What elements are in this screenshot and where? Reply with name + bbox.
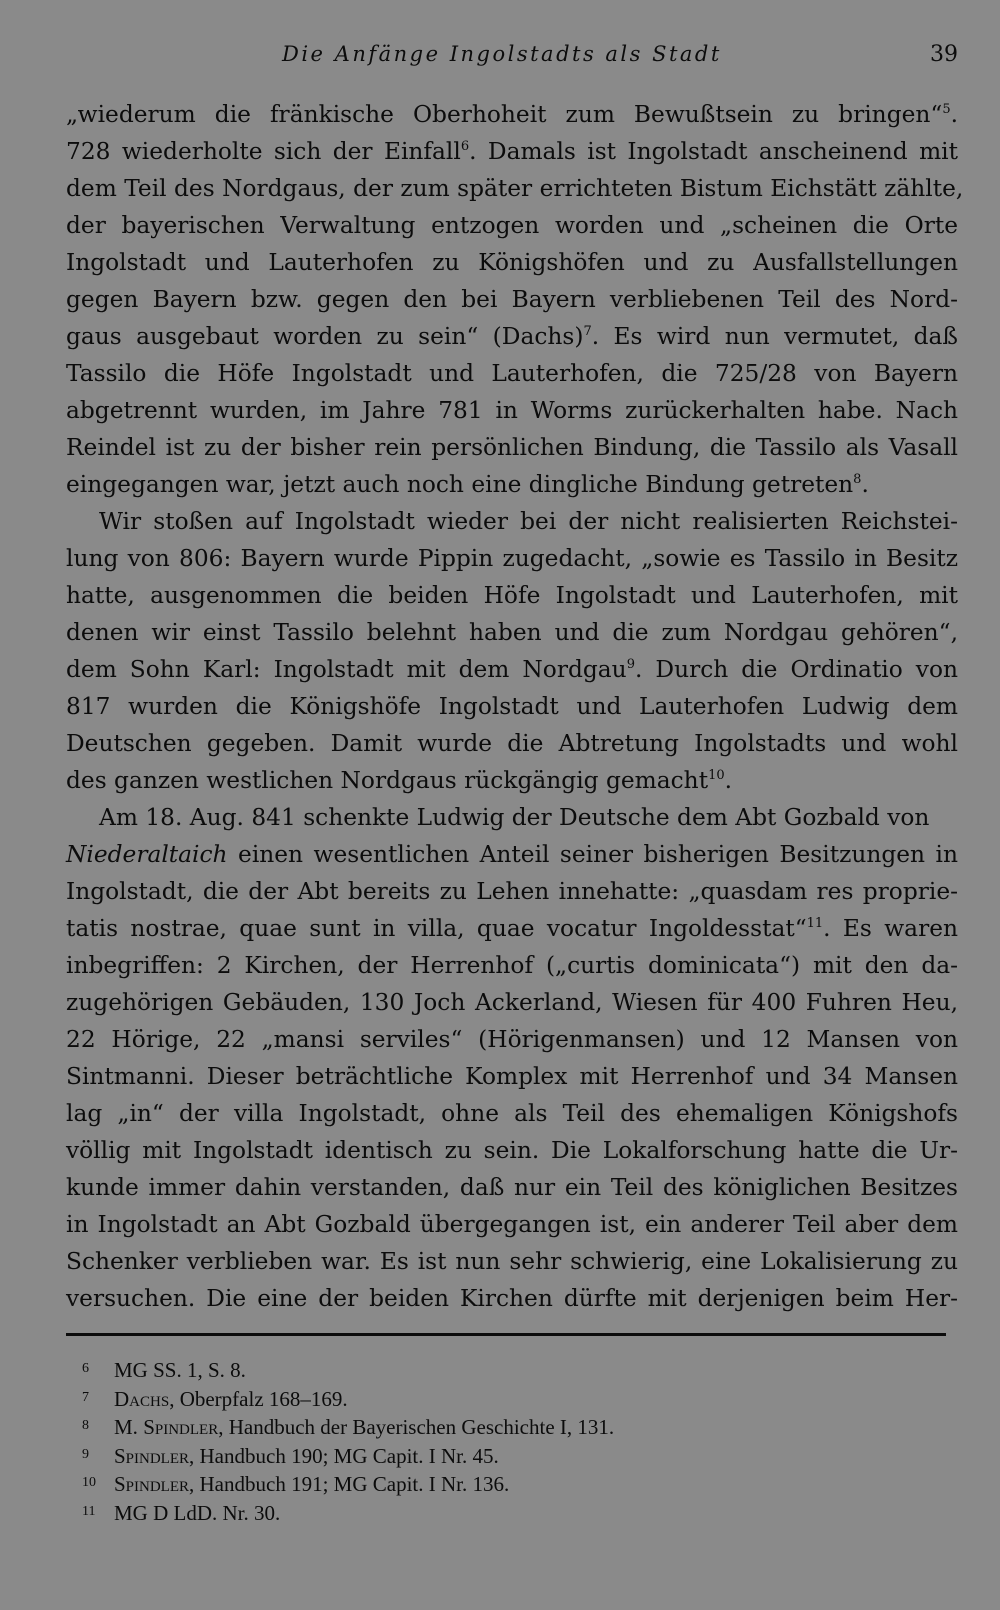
line-text: dem Sohn Karl: Ingolstadt mit dem Nordgau <box>66 656 627 683</box>
footnote-number: 9 <box>82 1446 89 1462</box>
text-line <box>66 207 958 244</box>
text-line <box>66 1058 958 1095</box>
line-text: hatte, ausgenommen die beiden Höfe Ingolstadt und Lauterhofen, mit <box>66 582 958 609</box>
footnote-number: 7 <box>82 1389 89 1405</box>
line-text: inbegriffen: 2 Kirchen, der Herrenhof („curtis dominicata“) mit den da- <box>66 952 958 979</box>
footnote <box>82 1498 614 1527</box>
text-line <box>66 725 958 762</box>
text-line <box>66 170 964 207</box>
line-text: lung von 806: Bayern wurde Pippin zugedacht, „sowie es Tassilo in Besitz <box>66 545 958 572</box>
footnote-marker[interactable]: 6 <box>460 139 470 154</box>
text-line <box>66 873 958 910</box>
text-line <box>66 96 958 133</box>
line-text: Reindel ist zu der bisher rein persönlichen Bindung, die Tassilo als Vasall <box>66 434 958 461</box>
line-text: Sintmanni. Dieser beträchtliche Komplex mit Herrenhof und 34 Mansen <box>66 1063 958 1090</box>
line-text: denen wir einst Tassilo belehnt haben und die zum Nordgau gehören“, <box>66 619 958 646</box>
text-line <box>66 688 958 725</box>
footnote-marker[interactable]: 7 <box>583 324 592 339</box>
footnote-number: 10 <box>82 1475 96 1490</box>
footnote-marker[interactable]: 10 <box>708 768 725 783</box>
line-text-after-marker: . Durch die Ordinatio von <box>634 656 958 683</box>
line-text: lag „in“ der villa Ingolstadt, ohne als Teil des ehemaligen Königshofs <box>66 1100 958 1127</box>
footnote-text: MG SS. 1, S. 8. <box>114 1358 246 1382</box>
text-line <box>66 1021 958 1058</box>
text-line <box>66 614 958 651</box>
text-line <box>66 466 958 503</box>
footnote-number: 6 <box>82 1361 89 1376</box>
text-line <box>66 540 958 577</box>
line-text: einen wesentlichen Anteil seiner bisherigen Besitzungen in <box>227 841 958 868</box>
text-line <box>66 1243 958 1280</box>
line-text: eingegangen war, jetzt auch noch eine dingliche Bindung getreten <box>66 471 854 498</box>
text-line <box>66 1280 958 1317</box>
footnote-author: Spindler <box>114 1472 190 1496</box>
line-text-after-marker: . Damals ist Ingolstadt anscheinend mit <box>469 138 958 165</box>
text-line <box>66 947 958 984</box>
footnote-rule <box>66 1333 946 1336</box>
text-line <box>66 244 958 281</box>
footnote-marker[interactable]: 5 <box>942 102 951 117</box>
page-number: 39 <box>930 42 958 67</box>
text-line <box>66 318 958 355</box>
footnote-marker[interactable]: 8 <box>853 472 862 487</box>
line-text: Tassilo die Höfe Ingolstadt und Lauterhofen, die 725/28 von Bayern <box>66 360 958 387</box>
body-text <box>66 96 964 1317</box>
text-line <box>66 133 958 170</box>
line-text-after-marker: . <box>950 101 958 128</box>
footnote-marker[interactable]: 9 <box>626 657 635 672</box>
running-title: Die Anfänge Ingolstadts als Stadt <box>282 42 722 66</box>
footnote <box>82 1384 614 1413</box>
line-text: gegen Bayern bzw. gegen den bei Bayern verbliebenen Teil des Nord- <box>66 286 958 313</box>
italic-place-name: Niederaltaich <box>66 841 228 868</box>
footnote <box>82 1441 614 1470</box>
line-text: dem Teil des Nordgaus, der zum später errichteten Bistum Eichstätt zählte, <box>66 175 964 202</box>
line-text: 728 wiederholte sich der Einfall <box>66 138 461 165</box>
text-line <box>66 1095 958 1132</box>
line-text: Schenker verblieben war. Es ist nun sehr schwierig, eine Lokalisierung zu <box>66 1248 958 1275</box>
footnote-number: 8 <box>82 1418 89 1433</box>
text-line <box>66 281 958 318</box>
text-line <box>66 355 958 392</box>
line-text: Ingolstadt und Lauterhofen zu Königshöfen und zu Ausfallstellungen <box>66 249 958 276</box>
footnote-prefix: M. <box>114 1415 144 1439</box>
text-line <box>66 762 958 799</box>
line-text: völlig mit Ingolstadt identisch zu sein. Die Lokalforschung hatte die Ur- <box>66 1137 958 1164</box>
text-line <box>66 1206 958 1243</box>
footnote-text: , Oberpfalz 168–169. <box>169 1386 348 1411</box>
line-text: abgetrennt wurden, im Jahre 781 in Worms zurückerhalten habe. Nach <box>66 397 958 424</box>
footnote-number: 11 <box>82 1503 96 1519</box>
footnote-author: Spindler <box>114 1443 190 1468</box>
footnote-marker[interactable]: 11 <box>806 916 824 931</box>
line-text: 22 Hörige, 22 „mansi serviles“ (Hörigenmansen) und 12 Mansen von <box>66 1026 958 1053</box>
line-text-after-marker: . <box>724 767 733 794</box>
line-text: Ingolstadt, die der Abt bereits zu Lehen innehatte: „quasdam res proprie- <box>66 878 958 905</box>
line-text: „wiederum die fränkische Oberhoheit zum Bewußtsein zu bringen“ <box>66 101 943 128</box>
text-line <box>66 910 958 947</box>
footnote-author: Spindler <box>143 1415 219 1439</box>
footnote-author: Dachs <box>114 1386 170 1411</box>
line-text: tatis nostrae, quae sunt in villa, quae vocatur Ingoldesstat“ <box>66 915 807 942</box>
line-text: der bayerischen Verwaltung entzogen worden und „scheinen die Orte <box>66 212 958 239</box>
line-text: des ganzen westlichen Nordgaus rückgängig gemacht <box>66 767 709 794</box>
footnote-text: , Handbuch 190; MG Capit. I Nr. 45. <box>189 1443 499 1468</box>
line-text: kunde immer dahin verstanden, daß nur ein Teil des königlichen Besitzes <box>66 1174 958 1201</box>
text-line <box>66 651 958 688</box>
footnote <box>82 1469 614 1498</box>
line-text: 817 wurden die Königshöfe Ingolstadt und Lauterhofen Ludwig dem <box>66 693 958 720</box>
page-header <box>0 36 1000 76</box>
line-text: versuchen. Die eine der beiden Kirchen dürfte mit derjenigen beim Her- <box>66 1285 958 1312</box>
line-text: zugehörigen Gebäuden, 130 Joch Ackerland, Wiesen für 400 Fuhren Heu, <box>66 989 958 1016</box>
text-line <box>66 1132 958 1169</box>
text-line <box>66 429 958 466</box>
footnote-text: , Handbuch 191; MG Capit. I Nr. 136. <box>189 1472 510 1496</box>
footnotes <box>82 1355 614 1526</box>
line-text-after-marker: . Es waren <box>823 915 959 942</box>
text-line <box>66 836 958 873</box>
line-text-after-marker: . <box>861 471 869 498</box>
line-text: in Ingolstadt an Abt Gozbald übergegangen ist, ein anderer Teil aber dem <box>66 1211 958 1238</box>
text-line <box>66 1169 958 1206</box>
line-text-after-marker: . Es wird nun vermutet, daß <box>591 323 958 350</box>
text-line <box>66 577 958 614</box>
footnote-text: MG D LdD. Nr. 30. <box>114 1500 281 1525</box>
line-text: Deutschen gegeben. Damit wurde die Abtretung Ingolstadts und wohl <box>66 730 958 757</box>
line-text: Am 18. Aug. 841 schenkte Ludwig der Deutsche dem Abt Gozbald von <box>99 804 930 831</box>
text-line <box>66 392 958 429</box>
footnote <box>82 1412 614 1441</box>
text-line <box>66 503 958 540</box>
footnote <box>82 1355 614 1384</box>
line-text: gaus ausgebaut worden zu sein“ (Dachs) <box>66 323 584 350</box>
text-line <box>66 984 958 1021</box>
footnote-text: , Handbuch der Bayerischen Geschichte I, 131. <box>218 1415 615 1439</box>
text-line <box>66 799 958 836</box>
line-text: Wir stoßen auf Ingolstadt wieder bei der nicht realisierten Reichstei- <box>99 508 958 535</box>
